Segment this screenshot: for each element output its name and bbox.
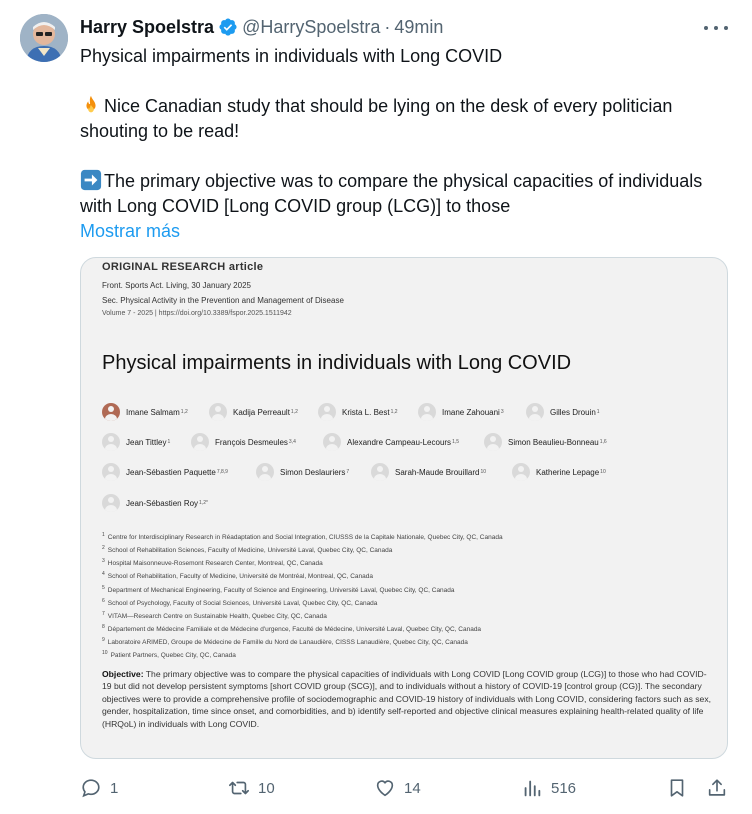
- avatar[interactable]: [20, 14, 68, 62]
- author-placeholder-icon: [102, 433, 120, 451]
- author-name: Alexandre Campeau-Lecours: [347, 437, 452, 447]
- affiliation: [102, 635, 712, 648]
- author-handle[interactable]: @HarrySpoelstra: [242, 16, 381, 37]
- tweet-line-text: Nice Canadian study that should be lying on the desk of every politician: [104, 96, 673, 116]
- author-placeholder-icon: [209, 403, 227, 421]
- reply-button[interactable]: [80, 776, 118, 800]
- separator: ·: [384, 16, 391, 37]
- author-placeholder-icon: [102, 494, 120, 512]
- article-type: ORIGINAL RESEARCH article: [102, 261, 264, 273]
- author-sup: 1,2*: [199, 500, 208, 506]
- author-sup: 7,8,9: [216, 469, 228, 475]
- author: [102, 403, 188, 421]
- author-sup: 1,2: [180, 409, 188, 415]
- share-icon: [706, 777, 728, 799]
- heart-icon: [374, 777, 396, 799]
- volume-doi: Volume 7 - 2025 | https://doi.org/10.3389/fspor.2025.1511942: [102, 310, 292, 317]
- abstract-text: The primary objective was to compare the physical capacities of individuals with Long COVID [Long COVID group (LCG)] to those who had COVID-19 but did not develop persistent symptoms [short COVID group (SCG)], and to individuals without a history of COVID-19 [control group (CG)]. The secondary objectives were to provide a comprehensive profile of sociodemographic and COVID-19 history of individuals with Long COVID, considering factors such as sex, gender, hospitalization, time since onset, and comorbidities, and b) identify self-reported and objective clinical measures explaining health-related quality of life (HRQoL) in individuals with Long COVID.: [102, 669, 712, 729]
- author: [191, 433, 296, 451]
- media-image[interactable]: [80, 257, 728, 759]
- author: [371, 463, 486, 481]
- tweet-line: Physical impairments in individuals with Long COVID: [80, 46, 503, 66]
- reply-icon: [80, 777, 102, 799]
- affiliation-text: School of Rehabilitation Sciences, Faculty of Medicine, Université Laval, Quebec City, QC, Canada: [107, 547, 393, 555]
- bookmark-button[interactable]: [666, 776, 696, 800]
- repost-count: 10: [258, 779, 275, 797]
- affiliation-number: 6: [102, 597, 105, 604]
- author-sup: 7: [346, 469, 350, 475]
- author-sup: 3: [500, 409, 504, 415]
- journal-section: Sec. Physical Activity in the Prevention and Management of Disease: [102, 296, 344, 305]
- like-button[interactable]: [374, 776, 421, 800]
- affiliation-text: Patient Partners, Quebec City, QC, Canada: [110, 652, 236, 660]
- tweet-line: with Long COVID [Long COVID group (LCG)] to those: [80, 196, 511, 216]
- show-more-link[interactable]: Mostrar más: [80, 221, 181, 241]
- timestamp[interactable]: 49min: [394, 16, 444, 37]
- author-name[interactable]: Harry Spoelstra: [80, 16, 215, 37]
- author-sup: 1,2: [290, 409, 298, 415]
- author: [318, 403, 398, 421]
- affiliation: [102, 530, 712, 543]
- author-sup: 1,2: [390, 409, 398, 415]
- more-options-icon[interactable]: [704, 18, 728, 38]
- abstract-label: Objective:: [102, 669, 144, 679]
- affiliation: [102, 622, 712, 635]
- like-count: 14: [404, 779, 421, 797]
- affiliation: [102, 569, 712, 582]
- author-photo: [102, 403, 120, 421]
- affiliation-text: School of Psychology, Faculty of Social Sciences, Université Laval, Quebec City, QC, Canada: [107, 599, 378, 607]
- affiliation: [102, 596, 712, 609]
- author-name: Krista L. Best: [342, 407, 390, 417]
- author: [418, 403, 504, 421]
- affiliation-text: School of Rehabilitation, Faculty of Medicine, Université de Montréal, Montreal, QC, Canada: [107, 573, 373, 581]
- affiliation-number: 7: [102, 610, 105, 617]
- affiliation: [102, 648, 712, 661]
- author: [209, 403, 298, 421]
- author: [102, 433, 170, 451]
- author-placeholder-icon: [102, 463, 120, 481]
- repost-button[interactable]: [228, 776, 275, 800]
- tweet-text: [80, 44, 730, 244]
- author-placeholder-icon: [484, 433, 502, 451]
- journal-citation: Front. Sports Act. Living, 30 January 2025: [102, 281, 251, 290]
- author-name: Kadija Perreault: [233, 407, 290, 417]
- blank-line: [80, 144, 730, 169]
- author-placeholder-icon: [371, 463, 389, 481]
- tweet-line: shouting to be read!: [80, 121, 240, 141]
- author-name: Sarah-Maude Brouillard: [395, 467, 480, 477]
- author-name: Gilles Drouin: [550, 407, 596, 417]
- affiliation-number: 4: [102, 571, 105, 578]
- abstract: [102, 668, 712, 730]
- affiliation-number: 5: [102, 584, 105, 591]
- author-placeholder-icon: [323, 433, 341, 451]
- tweet-line: [80, 94, 730, 119]
- action-bar: [80, 776, 730, 800]
- affiliation-text: Hospital Maisonneuve-Rosemont Research Center, Montreal, QC, Canada: [107, 560, 323, 568]
- affiliation-number: 9: [102, 637, 105, 644]
- right-arrow-emoji-icon: [80, 169, 102, 191]
- repost-icon: [228, 777, 250, 799]
- author: [256, 463, 349, 481]
- author-sup: 10: [480, 469, 487, 475]
- affiliation-text: Centre for Interdisciplinary Research in Réadaptation and Social Integration, CIUSSS de la Capitale Nationale, Quebec City, QC, Canada: [107, 534, 503, 542]
- author: [102, 494, 208, 512]
- author-placeholder-icon: [318, 403, 336, 421]
- author: [102, 463, 228, 481]
- author-name: Simon Beaulieu-Bonneau: [508, 437, 599, 447]
- author-placeholder-icon: [512, 463, 530, 481]
- affiliation: [102, 609, 712, 622]
- author: [323, 433, 459, 451]
- author: [484, 433, 607, 451]
- affiliation-text: VITAM—Research Centre on Sustainable Health, Quebec City, QC, Canada: [107, 613, 327, 621]
- author-placeholder-icon: [526, 403, 544, 421]
- affiliation-text: Department of Mechanical Engineering, Faculty of Science and Engineering, Université Laval, Quebec City, QC, Canada: [107, 586, 455, 594]
- verified-badge-icon: [218, 17, 238, 37]
- author-sup: 1,6: [599, 439, 607, 445]
- author: [512, 463, 606, 481]
- affiliation: [102, 556, 712, 569]
- author-sup: 3,4: [288, 439, 296, 445]
- affiliation-number: 10: [102, 650, 108, 657]
- paper-title: Physical impairments in individuals with Long COVID: [102, 352, 572, 374]
- author-name: Imane Zahouani: [442, 407, 500, 417]
- author-sup: 1: [596, 409, 600, 415]
- author: [526, 403, 600, 421]
- blank-line: [80, 69, 730, 94]
- affiliation-number: 3: [102, 558, 105, 565]
- views-chart-icon: [521, 777, 543, 799]
- affiliations: [102, 530, 712, 662]
- author-name: Jean Tittley: [126, 437, 167, 447]
- tweet-line: [80, 169, 730, 194]
- affiliation-text: Laboratoire ARIMED, Groupe de Médecine de Famille du Nord de Lanaudière, CISSS Lanaudière, Quebec City, QC, Canada: [107, 639, 468, 647]
- tweet-line-text: The primary objective was to compare the physical capacities of individuals: [104, 171, 703, 191]
- affiliation: [102, 583, 712, 596]
- author-name: Imane Salmam: [126, 407, 180, 417]
- affiliation-number: 2: [102, 545, 105, 552]
- author-sup: 1,5: [452, 439, 460, 445]
- author-name: Jean-Sébastien Roy: [126, 498, 199, 508]
- author-placeholder-icon: [256, 463, 274, 481]
- share-button[interactable]: [706, 776, 736, 800]
- tweet-header: [80, 16, 443, 38]
- author-sup: 10: [600, 469, 606, 475]
- author-name: François Desmeules: [215, 437, 288, 447]
- affiliation-number: 1: [102, 532, 105, 538]
- fire-icon: [80, 94, 102, 116]
- author-placeholder-icon: [418, 403, 436, 421]
- paper-screenshot: [81, 258, 727, 758]
- affiliation: [102, 543, 712, 556]
- reply-count: 1: [110, 779, 119, 797]
- author-sup: 1: [167, 439, 171, 445]
- author-name: Simon Deslauriers: [280, 467, 346, 477]
- author-placeholder-icon: [191, 433, 209, 451]
- views-count: 516: [551, 779, 577, 797]
- author-name: Katherine Lepage: [536, 467, 600, 477]
- author-name: Jean-Sébastien Paquette: [126, 467, 216, 477]
- bookmark-icon: [666, 777, 688, 799]
- affiliation-text: Département de Médecine Familiale et de Médecine d'urgence, Faculté de Médecine, Université Laval, Quebec City, QC, Canada: [107, 626, 482, 634]
- views-button[interactable]: [521, 776, 576, 800]
- affiliation-number: 8: [102, 624, 105, 631]
